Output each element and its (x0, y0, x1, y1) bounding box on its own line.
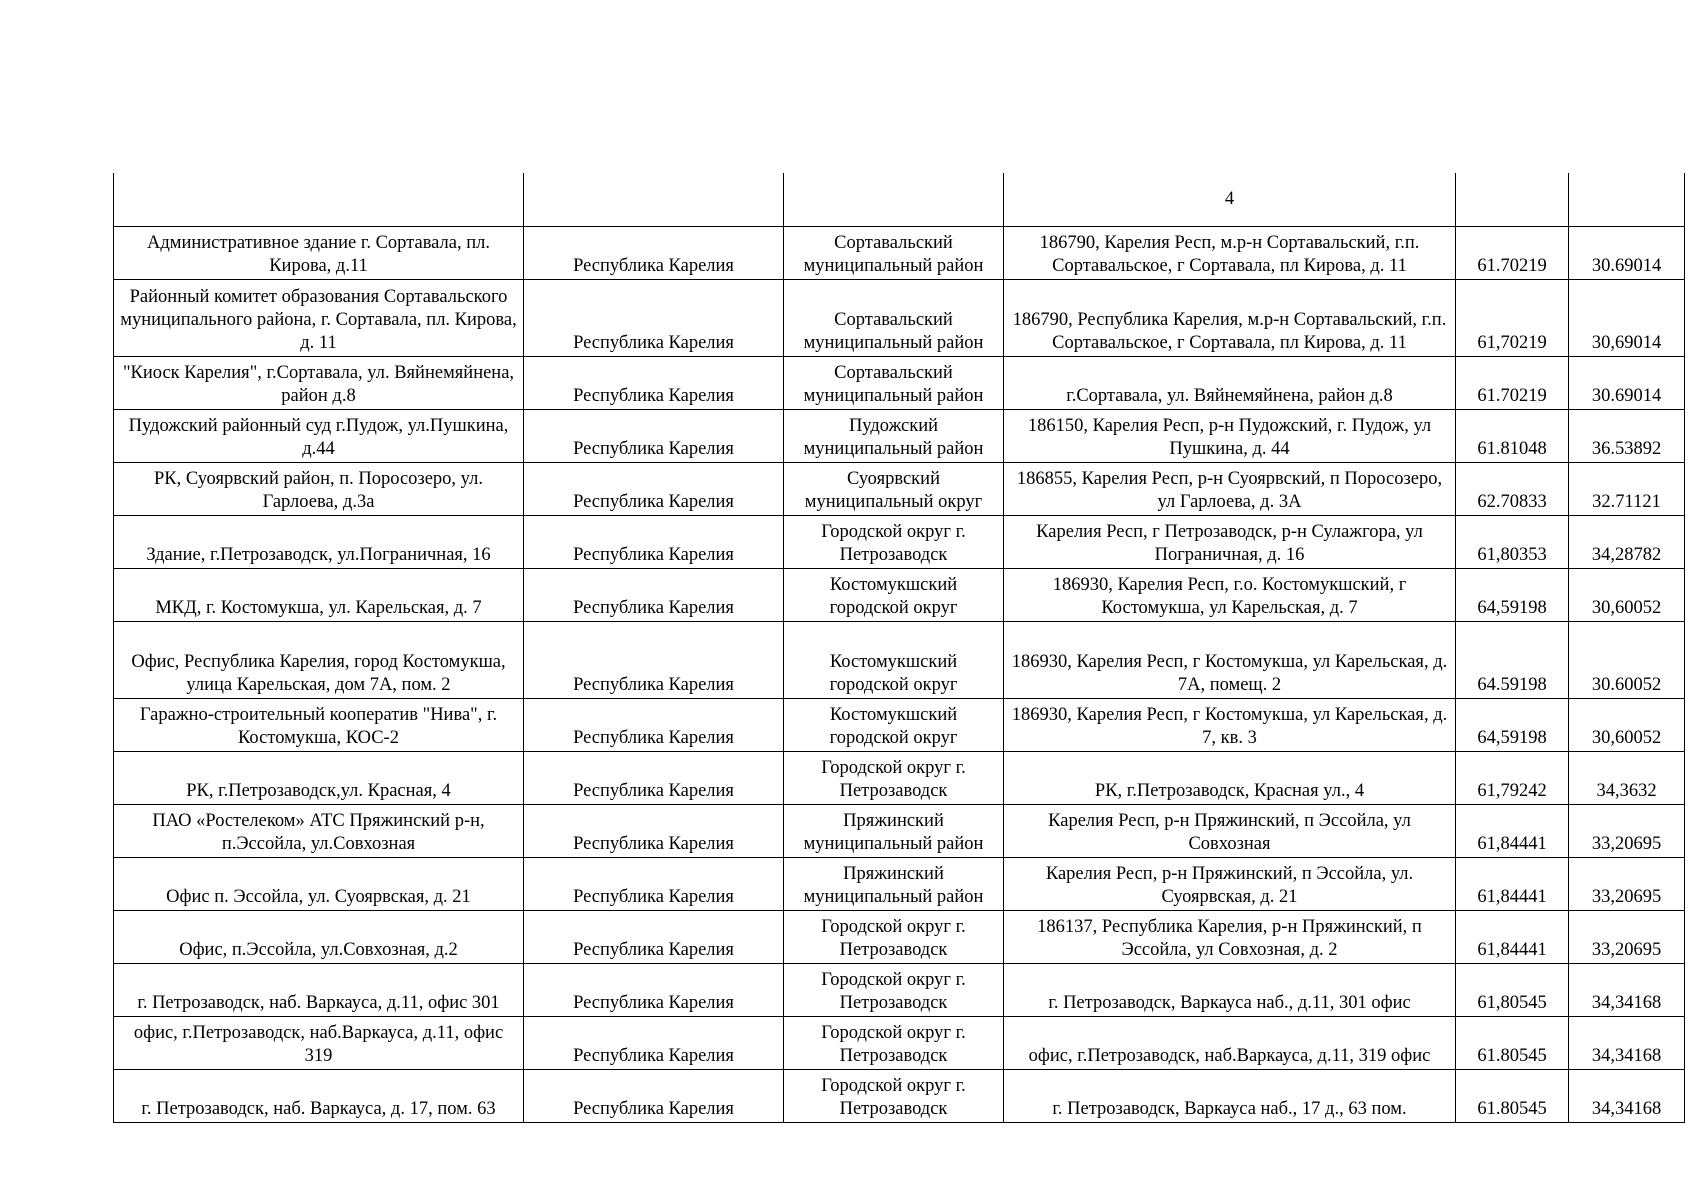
region-cell: Республика Карелия (524, 463, 784, 516)
address-cell: Карелия Респ, р-н Пряжинский, п Эссойла, ул Совхозная (1004, 805, 1456, 858)
address-cell: 186930, Карелия Респ, г Костомукша, ул Карельская, д. 7, кв. 3 (1004, 699, 1456, 752)
table-row (114, 964, 1685, 1017)
object-name-cell: ПАО «Ростелеком» АТС Пряжинский р-н, п.Эссойла, ул.Совхозная (114, 805, 524, 858)
table-row (114, 858, 1685, 911)
latitude-cell: 61,80545 (1456, 964, 1569, 1017)
longitude-cell: 33,20695 (1569, 911, 1685, 964)
table-row (114, 516, 1685, 569)
region-cell: Республика Карелия (524, 1017, 784, 1070)
longitude-cell: 34,34168 (1569, 1017, 1685, 1070)
municipality-cell: Суоярвский муниципальный округ (784, 463, 1004, 516)
latitude-cell: 64.59198 (1456, 622, 1569, 699)
header-cell-name (114, 173, 524, 227)
address-cell: 186790, Республика Карелия, м.р-н Сортавальский, г.п. Сортавальское, г Сортавала, пл Кирова, д. 11 (1004, 280, 1456, 357)
table-row (114, 1017, 1685, 1070)
address-cell: 186137, Республика Карелия, р-н Пряжинский, п Эссойла, ул Совхозная, д. 2 (1004, 911, 1456, 964)
table-row (114, 357, 1685, 410)
region-cell: Республика Карелия (524, 752, 784, 805)
table-row (114, 463, 1685, 516)
address-cell: 186930, Карелия Респ, г Костомукша, ул Карельская, д. 7А, помещ. 2 (1004, 622, 1456, 699)
table-row (114, 805, 1685, 858)
latitude-cell: 61.70219 (1456, 227, 1569, 280)
region-cell: Республика Карелия (524, 410, 784, 463)
object-name-cell: г. Петрозаводск, наб. Варкауса, д.11, офис 301 (114, 964, 524, 1017)
longitude-cell: 34,34168 (1569, 1070, 1685, 1123)
region-cell: Республика Карелия (524, 805, 784, 858)
header-cell-region (524, 173, 784, 227)
municipality-cell: Костомукшский городской округ (784, 569, 1004, 622)
address-cell: Карелия Респ, г Петрозаводск, р-н Сулажгора, ул Пограничная, д. 16 (1004, 516, 1456, 569)
object-name-cell: Офис п. Эссойла, ул. Суоярвская, д. 21 (114, 858, 524, 911)
municipality-cell: Сортавальский муниципальный район (784, 227, 1004, 280)
longitude-cell: 34,34168 (1569, 964, 1685, 1017)
table-row (114, 1070, 1685, 1123)
region-cell: Республика Карелия (524, 858, 784, 911)
object-name-cell: Районный комитет образования Сортавальского муниципального района, г. Сортавала, пл. Кирова, д. 11 (114, 280, 524, 357)
address-cell: 186150, Карелия Респ, р-н Пудожский, г. Пудож, ул Пушкина, д. 44 (1004, 410, 1456, 463)
region-cell: Республика Карелия (524, 569, 784, 622)
table-row (114, 699, 1685, 752)
table-row (114, 227, 1685, 280)
object-name-cell: Пудожский районный суд г.Пудож, ул.Пушкина, д.44 (114, 410, 524, 463)
latitude-cell: 61.80545 (1456, 1017, 1569, 1070)
table-row (114, 752, 1685, 805)
municipality-cell: Городской округ г. Петрозаводск (784, 1070, 1004, 1123)
municipality-cell: Сортавальский муниципальный район (784, 280, 1004, 357)
longitude-cell: 30.60052 (1569, 622, 1685, 699)
address-cell: Карелия Респ, р-н Пряжинский, п Эссойла, ул. Суоярвская, д. 21 (1004, 858, 1456, 911)
region-cell: Республика Карелия (524, 699, 784, 752)
region-cell: Республика Карелия (524, 280, 784, 357)
header-cell-lat (1456, 173, 1569, 227)
longitude-cell: 32.71121 (1569, 463, 1685, 516)
longitude-cell: 33,20695 (1569, 858, 1685, 911)
region-cell: Республика Карелия (524, 622, 784, 699)
latitude-cell: 62.70833 (1456, 463, 1569, 516)
object-name-cell: Гаражно-строительный кооператив "Нива", г. Костомукша, КОС-2 (114, 699, 524, 752)
address-cell: офис, г.Петрозаводск, наб.Варкауса, д.11, 319 офис (1004, 1017, 1456, 1070)
object-name-cell: РК, Суоярвский район, п. Поросозеро, ул. Гарлоева, д.3а (114, 463, 524, 516)
address-cell: 186855, Карелия Респ, р-н Суоярвский, п Поросозеро, ул Гарлоева, д. 3А (1004, 463, 1456, 516)
longitude-cell: 34,28782 (1569, 516, 1685, 569)
column-number-row (114, 173, 1685, 227)
object-name-cell: Административное здание г. Сортавала, пл. Кирова, д.11 (114, 227, 524, 280)
object-name-cell: "Киоск Карелия", г.Сортавала, ул. Вяйнемяйнена, район д.8 (114, 357, 524, 410)
column-number-label: 4 (1004, 173, 1456, 227)
header-cell-municipality (784, 173, 1004, 227)
objects-table (113, 173, 1685, 1123)
object-name-cell: Здание, г.Петрозаводск, ул.Пограничная, 16 (114, 516, 524, 569)
latitude-cell: 64,59198 (1456, 569, 1569, 622)
municipality-cell: Костомукшский городской округ (784, 622, 1004, 699)
table-row (114, 911, 1685, 964)
region-cell: Республика Карелия (524, 964, 784, 1017)
municipality-cell: Городской округ г. Петрозаводск (784, 911, 1004, 964)
municipality-cell: Городской округ г. Петрозаводск (784, 516, 1004, 569)
municipality-cell: Пудожский муниципальный район (784, 410, 1004, 463)
table-row (114, 410, 1685, 463)
longitude-cell: 30.69014 (1569, 227, 1685, 280)
table-body (114, 173, 1685, 1123)
table-row (114, 622, 1685, 699)
longitude-cell: 33,20695 (1569, 805, 1685, 858)
municipality-cell: Костомукшский городской округ (784, 699, 1004, 752)
latitude-cell: 64,59198 (1456, 699, 1569, 752)
address-cell: 186930, Карелия Респ, г.о. Костомукшский, г Костомукша, ул Карельская, д. 7 (1004, 569, 1456, 622)
latitude-cell: 61,84441 (1456, 911, 1569, 964)
latitude-cell: 61.70219 (1456, 357, 1569, 410)
address-cell: г. Петрозаводск, Варкауса наб., 17 д., 63 пом. (1004, 1070, 1456, 1123)
latitude-cell: 61,79242 (1456, 752, 1569, 805)
municipality-cell: Пряжинский муниципальный район (784, 858, 1004, 911)
address-cell: г. Петрозаводск, Варкауса наб., д.11, 301 офис (1004, 964, 1456, 1017)
object-name-cell: Офис, Республика Карелия, город Костомукша, улица Карельская, дом 7А, пом. 2 (114, 622, 524, 699)
municipality-cell: Сортавальский муниципальный район (784, 357, 1004, 410)
longitude-cell: 30,60052 (1569, 699, 1685, 752)
table-row (114, 569, 1685, 622)
address-cell: г.Сортавала, ул. Вяйнемяйнена, район д.8 (1004, 357, 1456, 410)
region-cell: Республика Карелия (524, 911, 784, 964)
object-name-cell: г. Петрозаводск, наб. Варкауса, д. 17, пом. 63 (114, 1070, 524, 1123)
object-name-cell: РК, г.Петрозаводск,ул. Красная, 4 (114, 752, 524, 805)
object-name-cell: офис, г.Петрозаводск, наб.Варкауса, д.11, офис 319 (114, 1017, 524, 1070)
longitude-cell: 30,60052 (1569, 569, 1685, 622)
longitude-cell: 30,69014 (1569, 280, 1685, 357)
latitude-cell: 61.80545 (1456, 1070, 1569, 1123)
region-cell: Республика Карелия (524, 227, 784, 280)
longitude-cell: 34,3632 (1569, 752, 1685, 805)
region-cell: Республика Карелия (524, 516, 784, 569)
region-cell: Республика Карелия (524, 357, 784, 410)
object-name-cell: Офис, п.Эссойла, ул.Совхозная, д.2 (114, 911, 524, 964)
table-row (114, 280, 1685, 357)
latitude-cell: 61,84441 (1456, 858, 1569, 911)
latitude-cell: 61,84441 (1456, 805, 1569, 858)
address-cell: РК, г.Петрозаводск, Красная ул., 4 (1004, 752, 1456, 805)
latitude-cell: 61,80353 (1456, 516, 1569, 569)
latitude-cell: 61,70219 (1456, 280, 1569, 357)
municipality-cell: Пряжинский муниципальный район (784, 805, 1004, 858)
municipality-cell: Городской округ г. Петрозаводск (784, 1017, 1004, 1070)
longitude-cell: 36.53892 (1569, 410, 1685, 463)
municipality-cell: Городской округ г. Петрозаводск (784, 752, 1004, 805)
longitude-cell: 30.69014 (1569, 357, 1685, 410)
municipality-cell: Городской округ г. Петрозаводск (784, 964, 1004, 1017)
region-cell: Республика Карелия (524, 1070, 784, 1123)
latitude-cell: 61.81048 (1456, 410, 1569, 463)
object-name-cell: МКД, г. Костомукша, ул. Карельская, д. 7 (114, 569, 524, 622)
header-cell-lon (1569, 173, 1685, 227)
address-cell: 186790, Карелия Респ, м.р-н Сортавальский, г.п. Сортавальское, г Сортавала, пл Кирова, д. 11 (1004, 227, 1456, 280)
